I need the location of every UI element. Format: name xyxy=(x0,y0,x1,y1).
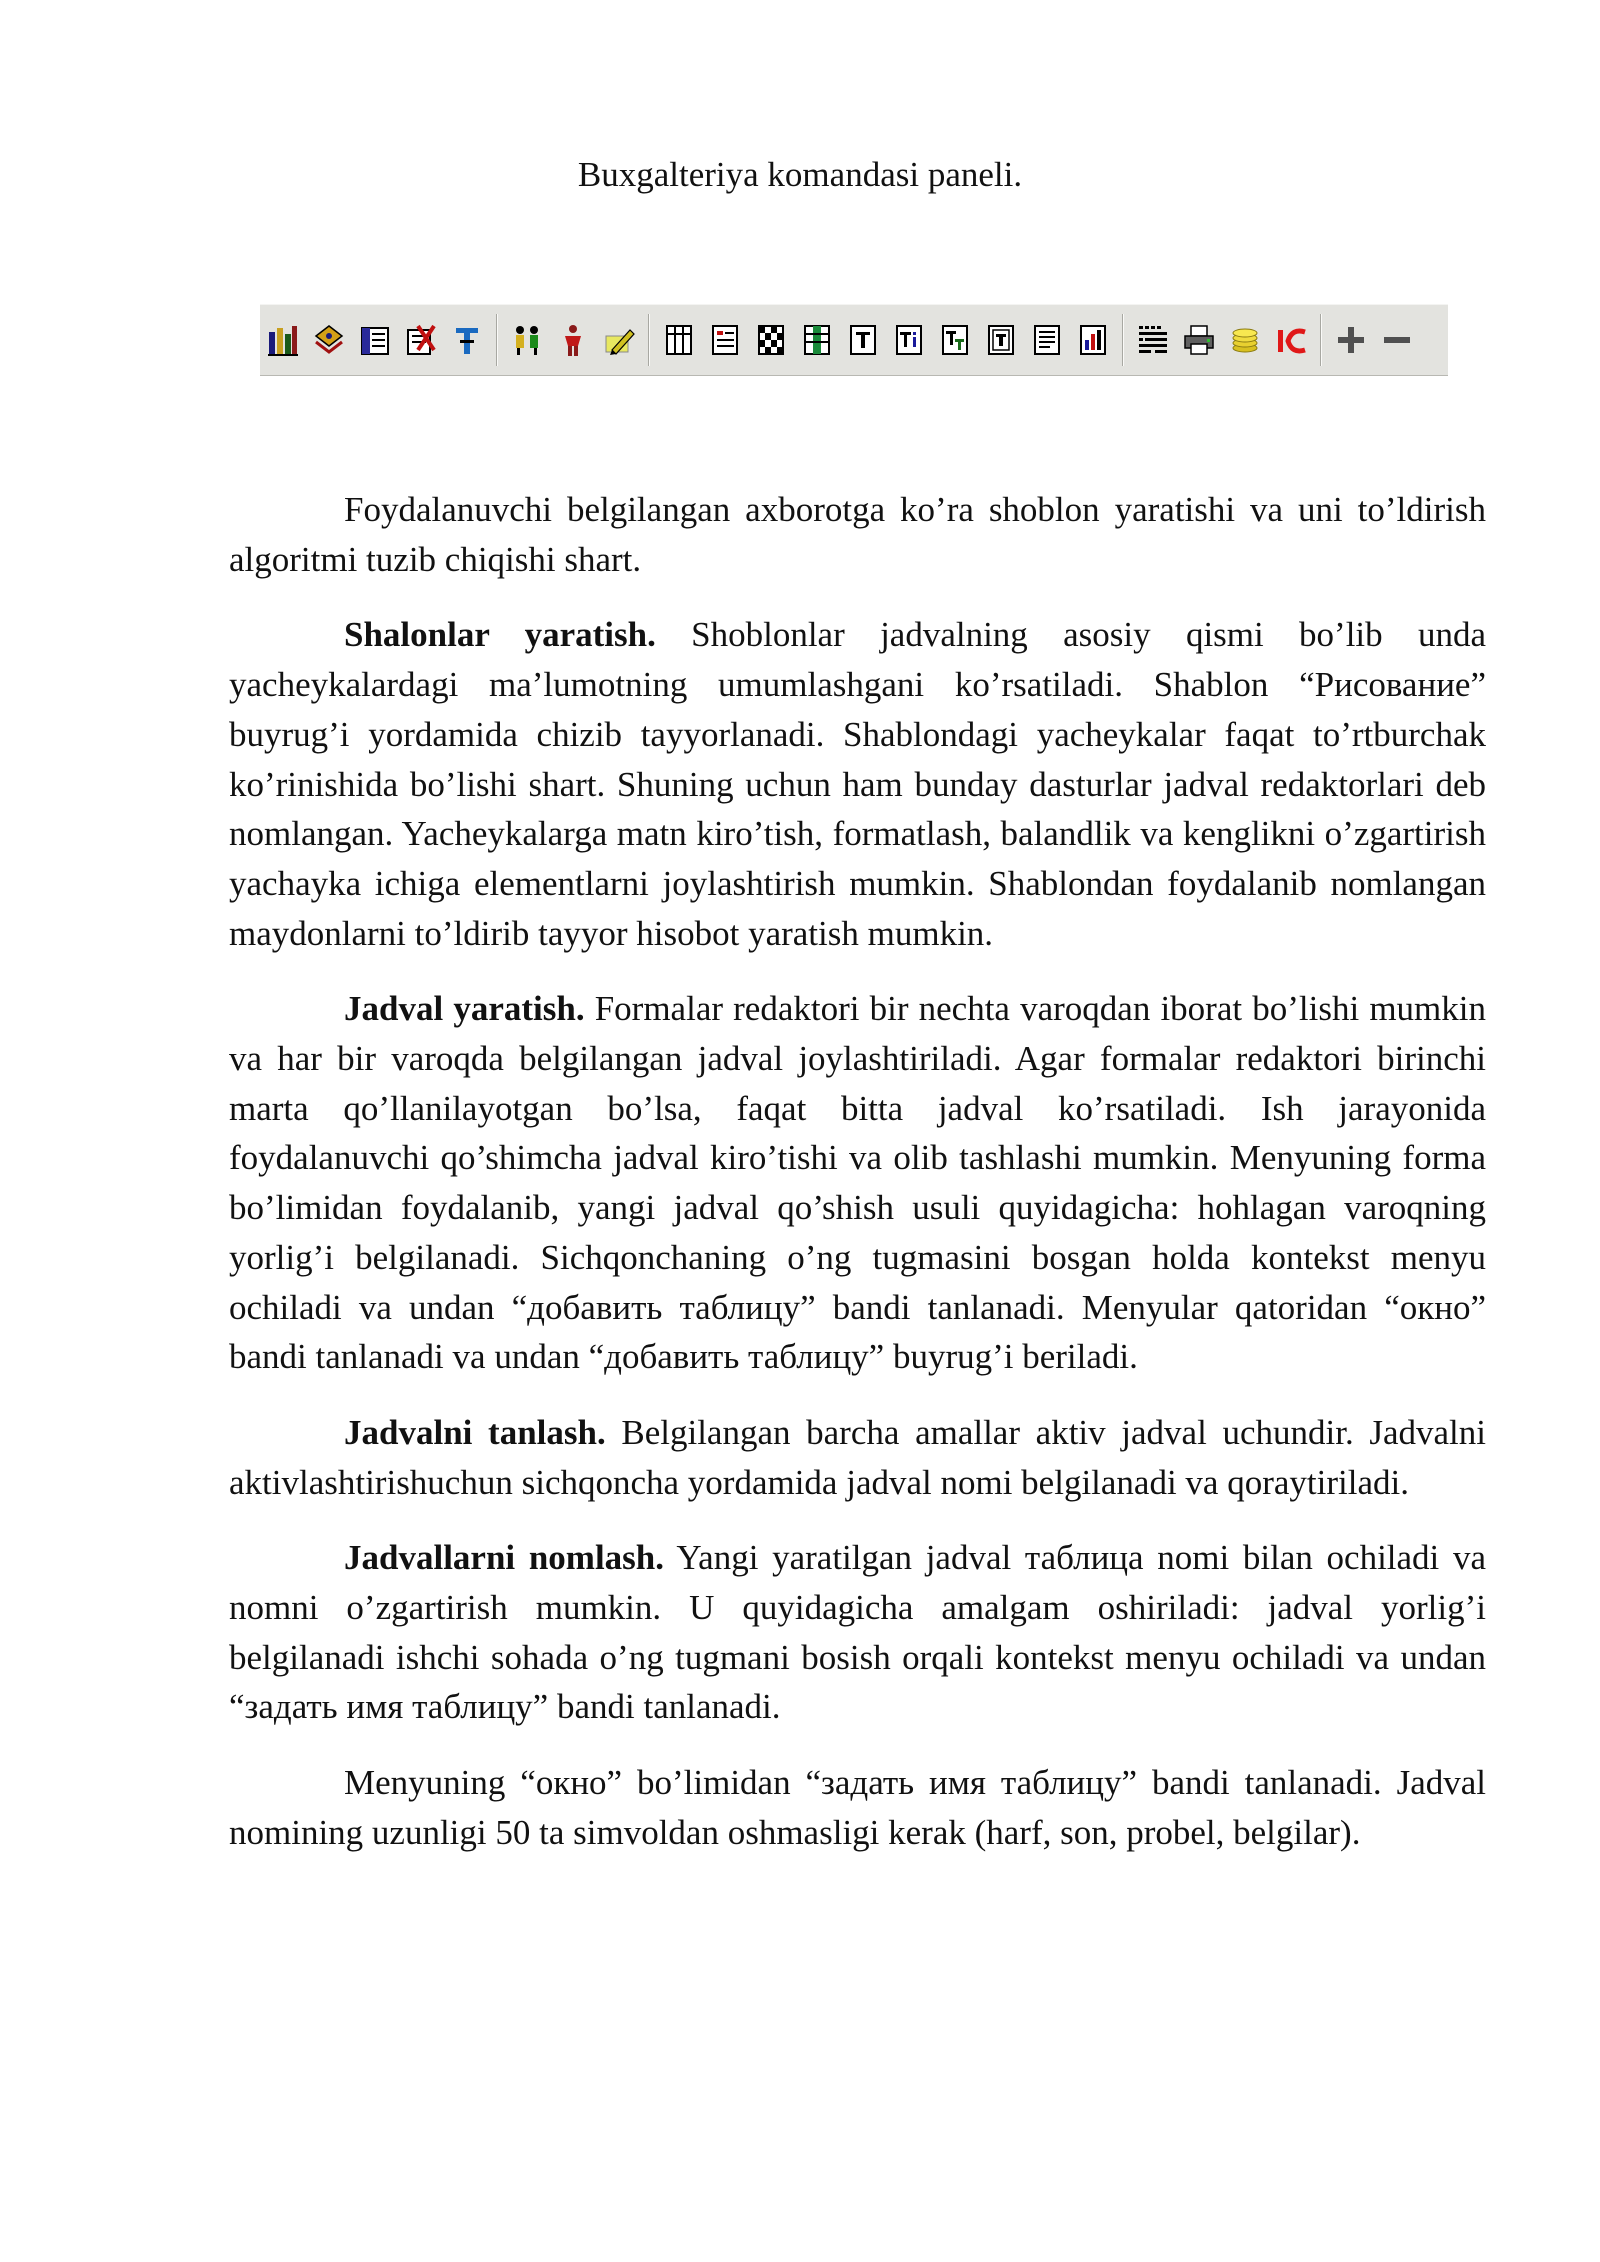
paragraph-text: Formalar redaktori bir nechta varoqdan iborat bo’lishi mumkin va har bir varoqda belgilangan jadval joylashtiriladi. Agar formalar redaktori birinchi marta qo’llanilayotgan bo’lsa, faqat bitta jadval ko’rsatiladi. Ish jarayonida foydalanuvchi qo’shimcha jadval kiro’tishi va olib tashlashi mumkin. Menyuning forma bo’limidan foydalanib, yangi jadval qo’shish usuli quyidagicha: hohlagan varoqning yorlig’i belgilanadi. Sichqonchaning o’ng tugmasini bosgan holda kontekst menyu ochiladi va undan “добавить таблицу” bandi tanlanadi. Menyular qatoridan “окно” bandi tanlanadi va undan “добавить таблицу” buyrug’i beriladi. xyxy=(229,989,1486,1377)
paragraph-text: Foydalanuvchi belgilangan axborotga ko’ra shoblon yaratishi va uni to’ldirish algoritmi tuzib chiqishi shart. xyxy=(229,490,1486,579)
register-icon[interactable] xyxy=(706,319,744,361)
table-icon[interactable] xyxy=(660,319,698,361)
toolbar-separator xyxy=(496,314,498,366)
paragraph-text: Menyuning “окно” bo’limidan “задать имя таблицу” bandi tanlanadi. Jadval nomining uzunligi 50 ta simvoldan oshmasligi kerak (harf, son, probel, belgilar). xyxy=(229,1763,1486,1852)
minus-icon[interactable] xyxy=(1378,319,1416,361)
paragraph-menu-okno xyxy=(229,1758,1486,1857)
text-t-icon[interactable] xyxy=(844,319,882,361)
1c-logo-icon[interactable] xyxy=(1272,319,1310,361)
column-table-icon[interactable] xyxy=(798,319,836,361)
catalog-icon[interactable] xyxy=(264,319,302,361)
bar-chart-icon[interactable] xyxy=(1074,319,1112,361)
paragraph-jadvalni-tanlash xyxy=(229,1408,1486,1507)
journal-icon[interactable] xyxy=(356,319,394,361)
page-title: Buxgalteriya komandasi paneli. xyxy=(577,155,1023,194)
printer-icon[interactable] xyxy=(1180,319,1218,361)
document-list-icon[interactable] xyxy=(1028,319,1066,361)
paragraph-jadval-yaratish xyxy=(229,984,1486,1382)
text-page-icon[interactable] xyxy=(982,319,1020,361)
operations-icon[interactable] xyxy=(402,319,440,361)
users-icon[interactable] xyxy=(508,319,546,361)
coins-icon[interactable] xyxy=(1226,319,1264,361)
accounts-icon[interactable] xyxy=(448,319,486,361)
accounting-toolbar xyxy=(260,304,1448,376)
paragraph-text: Yangi yaratilgan jadval таблица nomi bilan ochiladi va nomni o’zgartirish mumkin. U quyidagicha amalgam oshiriladi: jadval yorlig’i belgilanadi ishchi sohada o’ng tugmani bosish orqali kontekst menyu ochiladi va undan “задать имя таблицу” bandi tanlanadi. xyxy=(229,1538,1486,1727)
paragraph-jadvallarni-nomlash xyxy=(229,1533,1486,1732)
plus-icon[interactable] xyxy=(1332,319,1370,361)
text-ti-icon[interactable] xyxy=(890,319,928,361)
matrix-icon[interactable] xyxy=(1134,319,1172,361)
paragraph-heading: Jadvallarni nomlash. xyxy=(344,1538,664,1578)
toolbar-separator xyxy=(1122,314,1124,366)
paragraph-intro xyxy=(229,485,1486,584)
paragraph-heading: Jadvalni tanlash. xyxy=(344,1412,606,1452)
paragraph-heading: Shalonlar yaratish. xyxy=(344,615,656,655)
paragraph-text: Shoblonlar jadvalning asosiy qismi bo’lib unda yacheykalardagi ma’lumotning umumlashgani ko’rsatiladi. Shablon “Рисование” buyrug’i yordamida chizib tayyorlanadi. Shablondagi yacheykalar faqat to’rtburchak ko’rinishida bo’lishi shart. Shuning uchun ham bunday dasturlar jadval redaktorlari deb nomlangan. Yacheykalarga matn kiro’tish, formatlash, balandlik va kenglikni o’zgartirish yachayka ichiga elementlarni joylashtirish mumkin. Shablondan foydalanib nomlangan maydonlarni to’ldirib tayyor hisobot yaratish mumkin. xyxy=(229,615,1487,953)
checkered-grid-icon[interactable] xyxy=(752,319,790,361)
toolbar-separator xyxy=(648,314,650,366)
documents-icon[interactable] xyxy=(310,319,348,361)
text-tt-icon[interactable] xyxy=(936,319,974,361)
edit-pencil-icon[interactable] xyxy=(600,319,638,361)
paragraph-text: Belgilangan barcha amallar aktiv jadval uchundir. Jadvalni aktivlashtirishuchun sichqoncha yordamida jadval nomi belgilanadi va qoraytiriladi. xyxy=(229,1412,1486,1502)
body-text xyxy=(229,485,1486,1884)
paragraph-shablonlar xyxy=(229,610,1486,958)
paragraph-heading: Jadval yaratish. xyxy=(344,989,585,1029)
person-icon[interactable] xyxy=(554,319,592,361)
toolbar-separator xyxy=(1320,314,1322,366)
